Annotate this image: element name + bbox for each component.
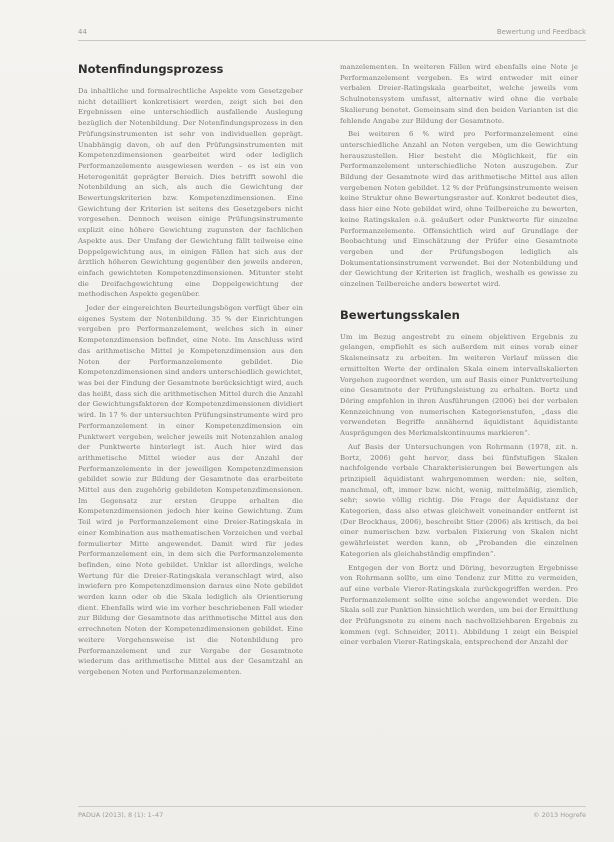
footer-copyright: © 2013 Hogrefe (533, 811, 586, 819)
footer-divider (78, 806, 586, 807)
header-divider (78, 40, 586, 41)
paragraph: Entgegen der von Bortz und Döring, bevorzugten Ergebnisse von Rohrmann sollte, um eine Tendenz zur Mitte zu vermeiden, auf eine verbale Vierer-Ratingskala zurückgegriffen werden. Pro Performanzelement sollte eine solche angewendet werden. Die Skala soll zur Punktion hinsichtlich werden, um bei der Ermittlung der Prüfungsnote zu einem nach nachvollziehbaren Ergebnis zu kommen (vgl. Schneider, 2011). Abbildung 1 zeigt ein Beispiel einer verbalen Vierer-Ratingskala, entsprechend der Anzahl der (340, 563, 578, 647)
paragraph: manzelementen. In weiteren Fällen wird ebenfalls eine Note je Performanzelement vergeben. Es wird entweder mit einer verbalen Dreier-Ratingskala gearbeitet, welche jeweils vom Schulnotensystem umfasst, alternativ wird ohne die verbale Skalierung benotet. Gemeinsam sind den beiden Varianten ist die fehlende Angabe zur Bildung der Gesamtnote. (340, 63, 578, 125)
paragraph: Jeder der eingereichten Beurteilungsbögen verfügt über ein eigenes System der Notenbildung. 35 % der Einrichtungen vergeben pro Performanzelement, welches sich in einer Kompetenzdimension befindet, eine Note. Im Anschluss wird das arithmetische Mittel je Kompetenzdimension aus den Noten der Performanzelemente gebildet. Die Kompetenzdimensionen sind anders unterschiedlich gewichtet, was bei der Findung der Gesamtnote berücksichtigt wird, auch das heißt, dass sich die arithmetischen Mittel durch die Anzahl der Gewichtungsfaktoren der Kompetenzdimensionen dividiert wird. In 17 % der untersuchten Prüfungsinstrumente wird pro Performanzelement in einer Kompetenzdimension ein Punktwert vergeben, welcher jeweils mit Notenzahlen analog der Punktwerte hinterlegt ist. Auch hier wird das arithmetische Mittel wieder aus der Anzahl der Performanzelemente in der jeweiligen Kompetenzdimension gebildet sowie zur Bildung der Gesamtnote das erarbeitete Mittel aus den zugehörig gebildeten Kompetenzdimensionen. Im Gegensatz zur ersten Gruppe erhalten die Kompetenzdimensionen jedoch hier keine Gewichtung. Zum Teil wird je Performanzelement eine Dreier-Ratingskala in einer Kombination aus mathematischen Vorzeichen und verbal formulierter Mitte angewendet. Damit wird für jedes Performanzelement ein, in dem sich die Performanzelemente befinden, eine Note gebildet. Unklar ist allerdings, welche Wertung für die Dreier-Ratingskala veranschlagt wird, also inwiefern pro Kompetenzdimension daraus eine Note gebildet werden kann oder ob die Skala lediglich als Orientierung dient. Ebenfalls wird wie im vorher beschriebenen Fall wieder zur Bildung der Gesamtnote das arithmetische Mittel aus den errechneten Noten der Kompetenzdimensionen gebildet. Eine weitere Vorgehensweise ist die Notenbildung pro Performanzelement und zur Vergabe der Gesamtnote wiederum das arithmetische Mittel aus der Gesamtzahl an vergebenen Noten und Performanzelementen. (78, 304, 303, 676)
running-title: Bewertung und Feedback (496, 28, 586, 36)
section-heading-notenfindungsprozess: Notenfindungsprozess (78, 62, 224, 76)
paragraph: Bei weiteren 6 % wird pro Performanzelement eine unterschiedliche Anzahl an Noten vergeben, um die Gewichtung herauszustellen. Hier besteht die Möglichkeit, für ein Performanzelement unterschiedliche Noten auszugeben. Zur Bildung der Gesamtnote wird das arithmetische Mittel aus allen vergebenen Noten gebildet. 12 % der Prüfungsinstrumente weisen keine Struktur ohne Bewertungsraster auf. Konkret bedeutet dies, dass hier eine Note gebildet wird, ohne Teilbereiche zu bewerten, keine Ratingskalen o.ä. geäußert oder Punktwerte für einzelne Performanzelemente. Offensichtlich wird auf Grundlage der Beobachtung und Einschätzung der Prüfer eine Gesamtnote vergeben und der Prüfungsbogen lediglich als Dokumentationsinstrument verwendet. Bei der Notenbildung und der Gewichtung der Kriterien ist fraglich, weshalb es gewisse zu einzelnen Teilbereiche anders bewertet wird. (340, 130, 578, 289)
paragraph: Da inhaltliche und formalrechtliche Aspekte vom Gesetzgeber nicht detailliert konkretisiert werden, zeigt sich bei den Ergebnissen eine unterschiedlich ausfallende Auslegung bezüglich der Notenbildung. Der Notenfindungsprozess in den Prüfungsinstrumenten ist sehr von individuellen geprägt. Unabhängig davon, ob auf den Prüfungsinstrumenten mit Kompetenzdimensionen gearbeitet wird oder lediglich Performanzelemente ausgewiesen werden – es ist ein von Heterogenität geprägter Bereich. Dies betrifft sowohl die Notenbildung an sich, als auch die Gewichtung der Bewertungskriterien bzw. Kompetenzdimensionen. Eine Gewichtung der Kriterien ist seitens des Gesetzgebers nicht vorgesehen. Dennoch weisen einige Prüfungsinstrumente explizit eine höhere Gewichtung zugunsten der fachlichen Aspekte aus. Der Umfang der Gewichtung fällt teilweise eine Doppelgewichtung aus, in einigen Fällen hat sich aus der ärztlich höheren Gewichtung gegenüber den jeweils anderen, einfach gewichteten Kompetenzdimensionen. Mitunter steht die Dreifachgewichtung eine Doppelgewichtung der methodischen Aspekte gegenüber. (78, 87, 303, 299)
paragraph: Um im Bezug angestrebt zu einem objektiven Ergebnis zu gelangen, empfiehlt es sich außerdem mit eines vorab einer Skaleneinsatz zu arbeiten. Im weiteren Verlauf müssen die ermittelten Werte der ordinalen Skala einem intervallskalierten Vorgehen zugeordnet werden, um auf Basis einer Punktverteilung eine Gesamtnote der Prüfungsleistung zu erhalten. Bortz und Döring empfehlen in ihren Ausführungen (2006) bei der verbalen Kennzeichnung von numerischen Kategorienstufen, „dass die verwendeten Begriffe annähernd äquidistant äquidistante Ausprägungen des Merkmalskontinuums markieren“. (340, 332, 578, 438)
page-number: 44 (78, 28, 87, 36)
footer-citation: PADUA (2013), 8 (1): 1–47 (78, 811, 164, 819)
left-column (78, 62, 303, 681)
paragraph: Auf Basis der Untersuchungen von Rohrmann (1978, zit. n. Bortz, 2006) geht hervor, dass bei fünfstufigen Skalen nachfolgende verbale Charakterisierungen bei Bewertungen als prinzipiell äquidistant wahrgenommen werden: nie, selten, manchmal, oft, immer bzw. nicht, wenig, mittelmäßig, ziemlich, sehr; sowie völlig richtig. Die Frage der Äquidistanz der Kategorien, dass also etwas gleichweit voneinander entfernt ist (Der Brockhaus, 2006), beschreibt Stier (2006) als kritisch, da bei einer numerischen bzw. verbalen Fixierung von Skalen nicht gewährleistet werden kann, ob „Probanden die einzelnen Kategorien als gleichabständig empfinden“. (340, 442, 578, 558)
section-heading-bewertungsskalen: Bewertungsskalen (340, 307, 460, 322)
right-column (340, 62, 578, 651)
